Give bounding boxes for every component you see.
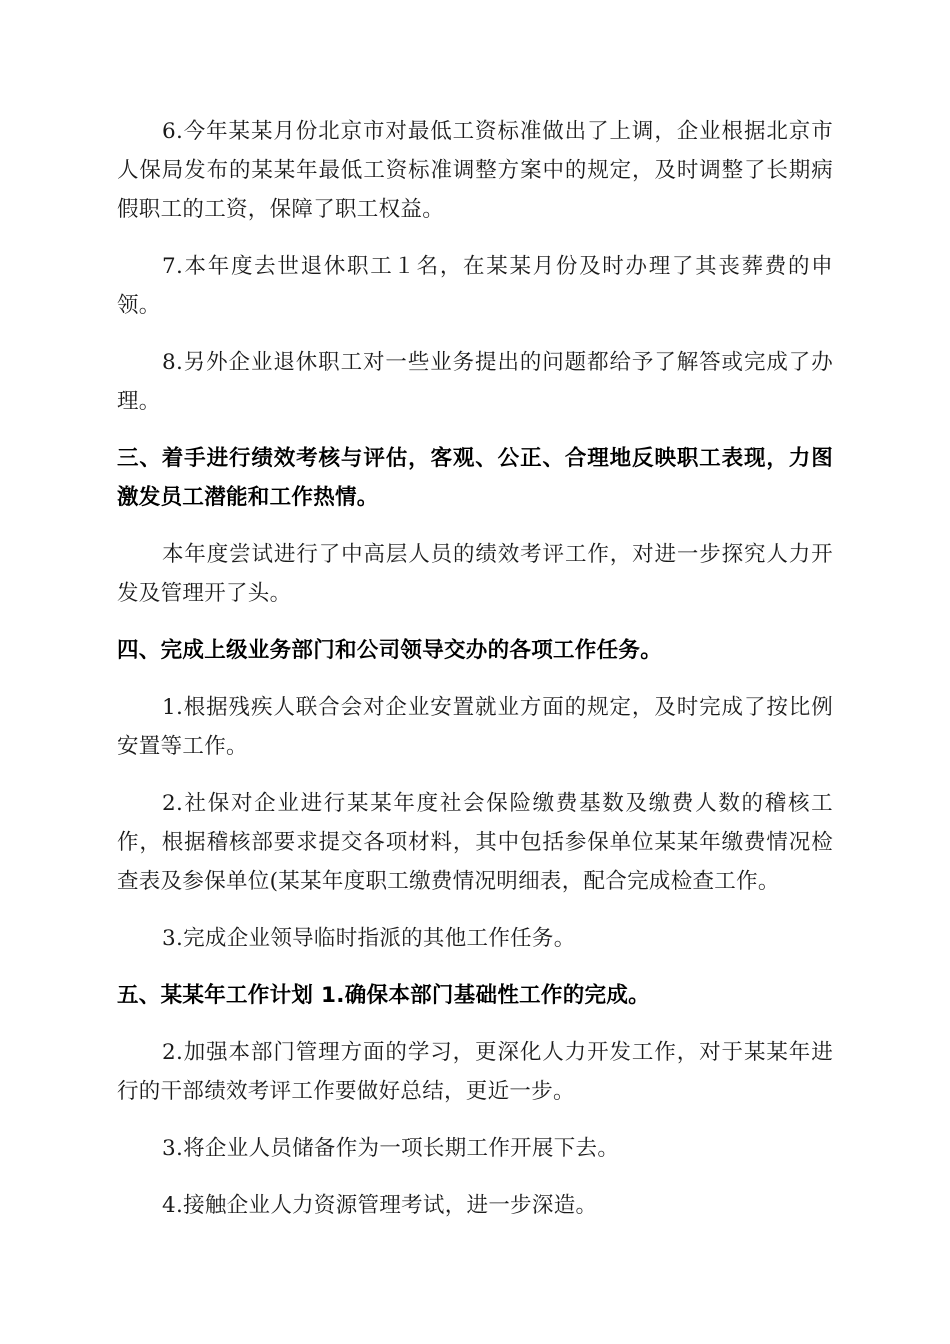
paragraph-performance: 本年度尝试进行了中高层人员的绩效考评工作，对进一步探究人力开发及管理开了头。 (117, 542, 833, 606)
section-heading-4: 四、完成上级业务部门和公司领导交办的各项工作任务。 (117, 638, 663, 663)
section-heading-5: 五、某某年工作计划 1.确保本部门基础性工作的完成。 (117, 983, 650, 1008)
paragraph-item-6: 6.今年某某月份北京市对最低工资标准做出了上调，企业根据北京市人保局发布的某某年最低工资标准调整方案中的规定，及时调整了长期病假职工的工资，保障了职工权益。 (117, 119, 833, 222)
section-heading-3: 三、着手进行绩效考核与评估，客观、公正、合理地反映职工表现，力图激发员工潜能和工作热情。 (117, 446, 833, 510)
paragraph-plan-4: 4.接触企业人力资源管理考试，进一步深造。 (162, 1193, 598, 1218)
paragraph-task-1: 1.根据残疾人联合会对企业安置就业方面的规定，及时完成了按比例安置等工作。 (117, 695, 833, 759)
document-body (117, 112, 833, 1243)
paragraph-task-2: 2.社保对企业进行某某年度社会保险缴费基数及缴费人数的稽核工作，根据稽核部要求提交各项材料，其中包括参保单位某某年缴费情况检查表及参保单位(某某年度职工缴费情况明细表，配合完成检查工作。 (117, 791, 833, 894)
paragraph-plan-3: 3.将企业人员储备作为一项长期工作开展下去。 (162, 1136, 620, 1161)
paragraph-plan-2: 2.加强本部门管理方面的学习，更深化人力开发工作，对于某某年进行的干部绩效考评工作要做好总结，更近一步。 (117, 1040, 833, 1104)
paragraph-task-3: 3.完成企业领导临时指派的其他工作任务。 (162, 926, 576, 951)
paragraph-item-8: 8.另外企业退休职工对一些业务提出的问题都给予了解答或完成了办理。 (117, 350, 833, 414)
paragraph-item-7: 7.本年度去世退休职工１名，在某某月份及时办理了其丧葬费的申领。 (117, 254, 833, 318)
